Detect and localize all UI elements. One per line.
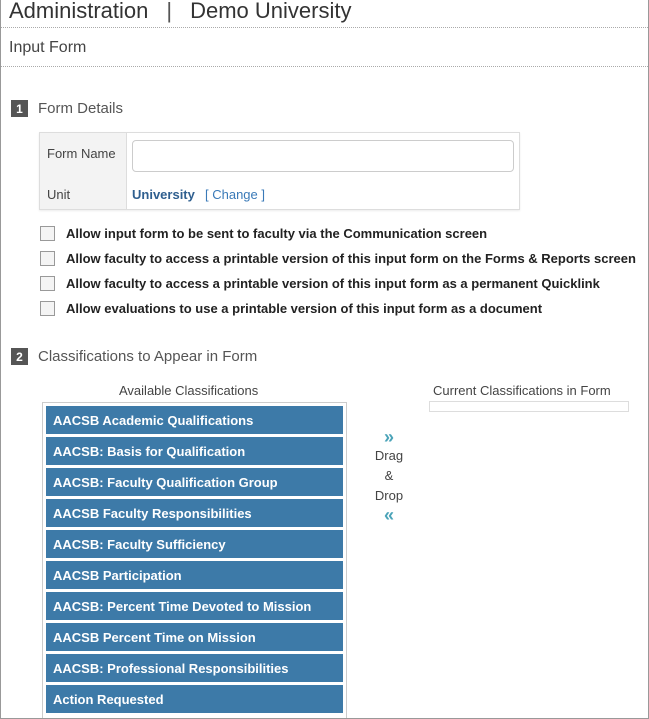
option-checkbox[interactable]: [40, 276, 55, 291]
option-checkbox[interactable]: [40, 251, 55, 266]
classifications-heading: [11, 348, 257, 365]
header-section: Administration: [9, 0, 149, 23]
classification-item[interactable]: AACSB: Faculty Sufficiency: [46, 530, 343, 558]
classification-item[interactable]: Action Requested: [46, 685, 343, 713]
classifications-title: Classifications to Appear in Form: [38, 348, 258, 365]
drag-text: Drag: [374, 448, 404, 463]
classification-item[interactable]: AACSB: Basis for Qualification: [46, 437, 343, 465]
classification-item[interactable]: AACSB Percent Time on Mission: [46, 623, 343, 651]
header-separator: |: [166, 0, 173, 23]
form-name-input[interactable]: [132, 140, 514, 172]
option-label: Allow faculty to access a printable version of this input form on the Forms & Reports screen: [66, 251, 636, 266]
unit-label: Unit: [47, 187, 71, 202]
step-badge-1: 1: [11, 100, 28, 117]
option-communication[interactable]: [40, 221, 636, 246]
available-classifications-list[interactable]: [42, 402, 347, 719]
classification-item[interactable]: AACSB: Professional Responsibilities: [46, 654, 343, 682]
ampersand-text: &: [384, 468, 394, 483]
option-label: Allow evaluations to use a printable version of this input form as a document: [66, 301, 543, 316]
classification-item[interactable]: AACSB Faculty Responsibilities: [46, 499, 343, 527]
current-classifications-heading: Current Classifications in Form: [433, 383, 611, 398]
form-details-heading: [11, 100, 123, 117]
available-classifications-heading: Available Classifications: [119, 383, 259, 398]
page-header: [1, 0, 648, 30]
drag-drop-hint: [369, 428, 409, 524]
form-options: [40, 221, 636, 321]
form-name-label: Form Name: [47, 146, 116, 161]
option-checkbox[interactable]: [40, 301, 55, 316]
option-evaluations-document[interactable]: [40, 296, 636, 321]
page-title: Input Form: [1, 27, 648, 67]
option-quicklink[interactable]: [40, 271, 636, 296]
classification-item[interactable]: AACSB: Faculty Qualification Group: [46, 468, 343, 496]
current-classifications-dropzone[interactable]: [429, 401, 629, 412]
form-details-title: Form Details: [38, 100, 124, 117]
unit-value: University: [132, 187, 195, 202]
option-label: Allow faculty to access a printable version of this input form as a permanent Quicklink: [66, 276, 600, 291]
option-label: Allow input form to be sent to faculty via the Communication screen: [66, 226, 488, 241]
option-forms-reports[interactable]: [40, 246, 636, 271]
classification-item[interactable]: AACSB: Percent Time Devoted to Mission: [46, 592, 343, 620]
chevrons-right-icon: »: [383, 427, 394, 447]
drop-text: Drop: [374, 488, 404, 503]
chevrons-left-icon: «: [383, 505, 394, 525]
header-institution: Demo University: [190, 0, 352, 23]
classification-item[interactable]: AACSB Academic Qualifications: [46, 406, 343, 434]
step-badge-2: 2: [11, 348, 28, 365]
option-checkbox[interactable]: [40, 226, 55, 241]
classification-item[interactable]: AACSB Participation: [46, 561, 343, 589]
change-unit-link[interactable]: [ Change ]: [205, 187, 265, 202]
form-details-box: [39, 132, 520, 210]
